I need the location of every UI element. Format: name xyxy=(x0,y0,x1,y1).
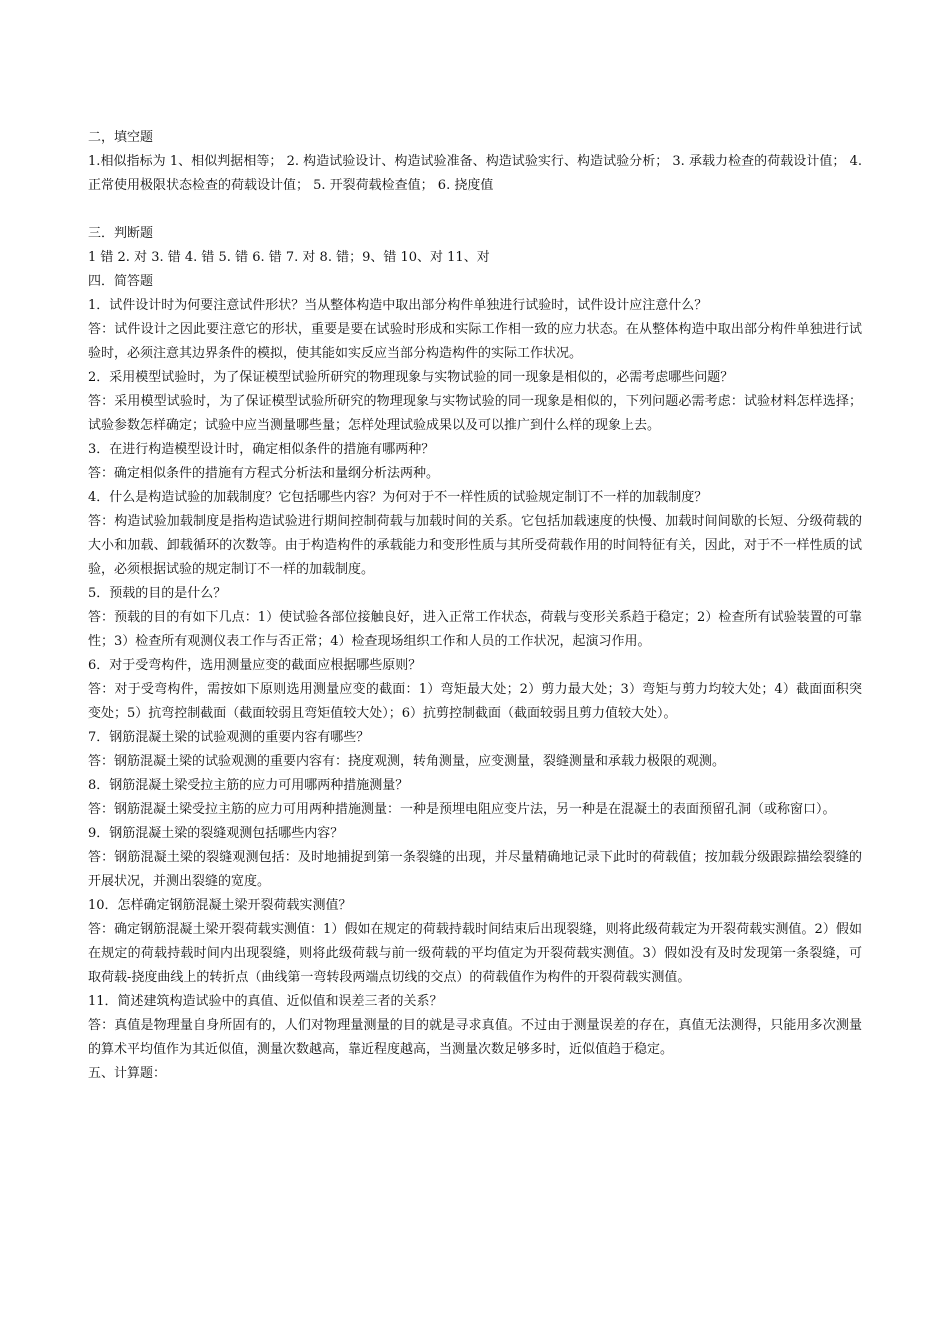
question-7: 7．钢筋混凝土梁的试验观测的重要内容有哪些？ xyxy=(88,730,370,745)
question-5: 5．预载的目的是什么？ xyxy=(88,586,227,601)
answer-5: 答：预载的目的有如下几点：1）使试验各部位接触良好，进入正常工作状态，荷载与变形关系趋于稳定；2）检查所有试验装置的可靠性；3）检查所有观测仪表工作与否正常；4）检查现场组织工作和人员的工作状况，起演习作用。 xyxy=(88,610,862,649)
answer-2: 答：采用模型试验时，为了保证模型试验所研究的物理现象与实物试验的同一现象是相似的，下列问题必需考虑：试验材料怎样选择；试验参数怎样确定；试验中应当测量哪些量；怎样处理试验成果以及可以推广到什么样的现象上去。 xyxy=(88,394,862,433)
question-3: 3．在进行构造模型设计时，确定相似条件的措施有哪两种？ xyxy=(88,442,435,457)
section-4-heading: 四．简答题 xyxy=(88,274,154,289)
document-page xyxy=(88,126,862,1086)
question-4: 4．什么是构造试验的加载制度？它包括哪些内容？为何对于不一样性质的试验规定制订不一样的加载制度？ xyxy=(88,490,708,505)
answer-11: 答：真值是物理量自身所固有的，人们对物理量测量的目的就是寻求真值。不过由于测量误差的存在，真值无法测得，只能用多次测量的算术平均值作为其近似值，测量次数越高，靠近程度越高，当测量次数足够多时，近似值趋于稳定。 xyxy=(88,1018,862,1057)
section-3-heading: 三．判断题 xyxy=(88,226,154,241)
answer-1: 答：试件设计之因此要注意它的形状，重要是要在试验时形成和实际工作相一致的应力状态。在从整体构造中取出部分构件单独进行试验时，必须注意其边界条件的模拟，使其能如实反应当部分构造构件的实际工作状况。 xyxy=(88,322,862,361)
question-6: 6．对于受弯构件，选用测量应变的截面应根据哪些原则？ xyxy=(88,658,422,673)
answer-10: 答：确定钢筋混凝土梁开裂荷载实测值：1）假如在规定的荷载持载时间结束后出现裂缝，则将此级荷载定为开裂荷载实测值。2）假如在规定的荷载持载时间内出现裂缝，则将此级荷载与前一级荷载的平均值定为开裂荷载实测值。3）假如没有及时发现第一条裂缝，可取荷载-挠度曲线上的转折点（曲线第一弯转段两端点切线的交点）的荷载值作为构件的开裂荷载实测值。 xyxy=(88,922,862,985)
answer-3: 答：确定相似条件的措施有方程式分析法和量纲分析法两种。 xyxy=(88,466,440,481)
answer-6: 答：对于受弯构件，需按如下原则选用测量应变的截面：1）弯矩最大处；2）剪力最大处；3）弯矩与剪力均较大处；4）截面面积突变处；5）抗弯控制截面（截面较弱且弯矩值较大处）；6）抗剪控制截面（截面较弱且剪力值较大处）。 xyxy=(88,682,862,721)
spacer xyxy=(88,198,862,222)
question-2: 2．采用模型试验时，为了保证模型试验所研究的物理现象与实物试验的同一现象是相似的，必需考虑哪些问题？ xyxy=(88,370,734,385)
section-5-heading: 五、计算题： xyxy=(88,1066,167,1081)
question-10: 10．怎样确定钢筋混凝土梁开裂荷载实测值？ xyxy=(88,898,352,913)
answer-8: 答：钢筋混凝土梁受拉主筋的应力可用两种措施测量：一种是预埋电阻应变片法，另一种是在混凝土的表面预留孔洞（或称窗口）。 xyxy=(88,802,836,817)
answer-7: 答：钢筋混凝土梁的试验观测的重要内容有：挠度观测，转角测量，应变测量，裂缝测量和承载力极限的观测。 xyxy=(88,754,726,769)
question-8: 8．钢筋混凝土梁受拉主筋的应力可用哪两种措施测量？ xyxy=(88,778,409,793)
question-1: 1．试件设计时为何要注意试件形状？当从整体构造中取出部分构件单独进行试验时，试件设计应注意什么？ xyxy=(88,298,708,313)
answer-9: 答：钢筋混凝土梁的裂缝观测包括：及时地捕捉到第一条裂缝的出现，并尽量精确地记录下此时的荷载值；按加载分级跟踪描绘裂缝的开展状况，并测出裂缝的宽度。 xyxy=(88,850,862,889)
section-3-answers: 1 错 2. 对 3. 错 4. 错 5. 错 6. 错 7. 对 8. 错；9、错 10、对 11、对 xyxy=(88,250,490,265)
question-11: 11．简述建筑构造试验中的真值、近似值和误差三者的关系？ xyxy=(88,994,443,1009)
section-2-heading: 二，填空题 xyxy=(88,130,154,145)
question-9: 9．钢筋混凝土梁的裂缝观测包括哪些内容？ xyxy=(88,826,344,841)
section-2-answers: 1.相似指标为 1、相似判据相等； 2. 构造试验设计、构造试验准备、构造试验实行、构造试验分析； 3. 承载力检查的荷载设计值； 4. 正常使用极限状态检查的荷载设计值； 5. 开裂荷载检查值； 6. 挠度值 xyxy=(88,154,862,193)
answer-4: 答：构造试验加载制度是指构造试验进行期间控制荷载与加载时间的关系。它包括加载速度的快慢、加载时间间歇的长短、分级荷载的大小和加载、卸载循环的次数等。由于构造构件的承载能力和变形性质与其所受荷载作用的时间特征有关，因此，对于不一样性质的试验，必须根据试验的规定制订不一样的加载制度。 xyxy=(88,514,862,577)
